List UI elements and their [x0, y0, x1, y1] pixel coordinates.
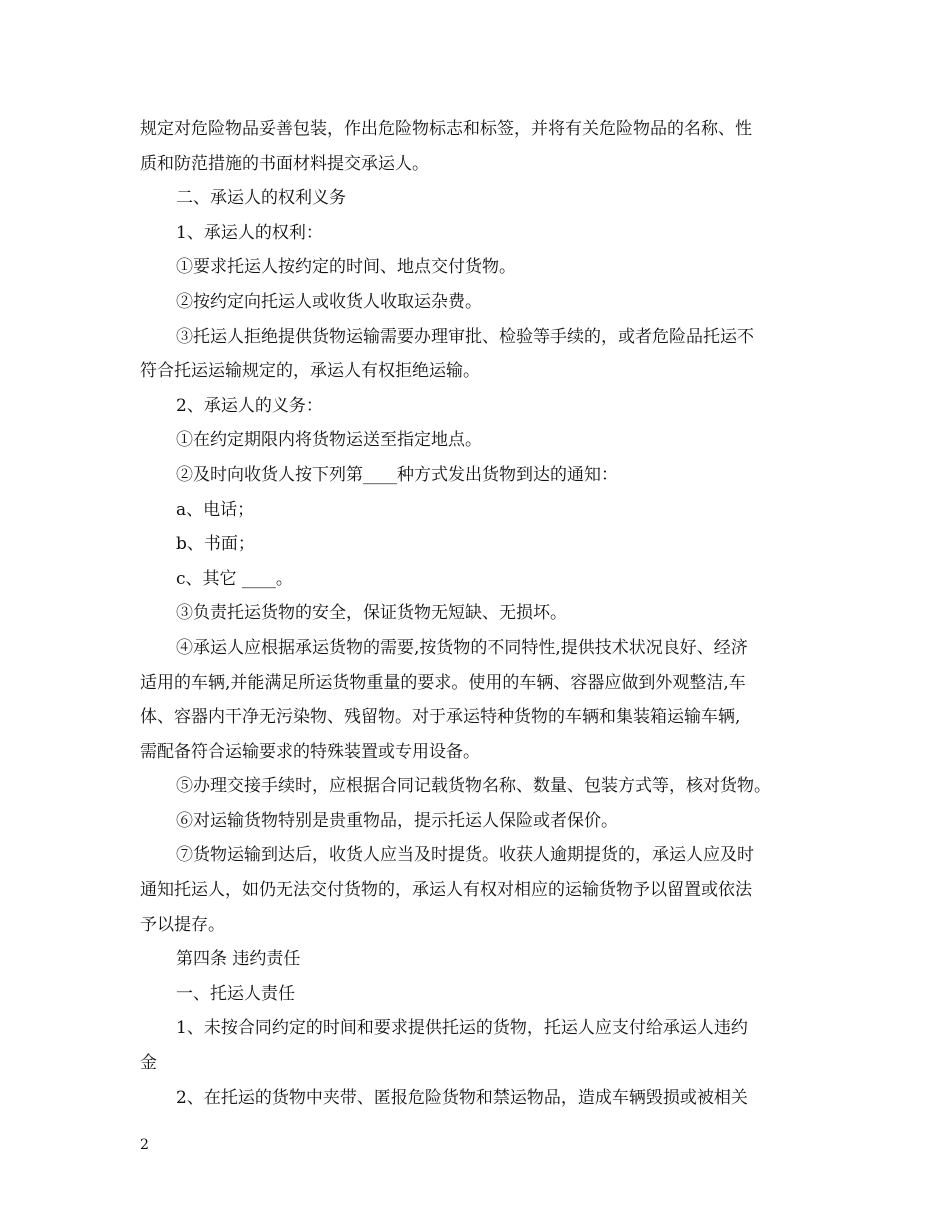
paragraph-line: 需配备符合运输要求的特殊装置或专用设备。 [140, 741, 480, 762]
paragraph-line: 体、容器内干净无污染物、残留物。对于承运特种货物的车辆和集装箱运输车辆, [140, 707, 741, 728]
paragraph-line: 金 [140, 1053, 157, 1074]
list-item: ②及时向收货人按下列第____种方式发出货物到达的通知： [176, 464, 618, 485]
list-item: ①在约定期限内将货物运送至指定地点。 [176, 430, 482, 451]
paragraph-line: 质和防范措施的书面材料提交承运人。 [140, 153, 429, 174]
list-item: 1、未按合同约定的时间和要求提供托运的货物，托运人应支付给承运人违约 [176, 1018, 748, 1039]
list-item: ①要求托运人按约定的时间、地点交付货物。 [176, 257, 516, 278]
paragraph-line: 予以提存。 [140, 914, 225, 935]
list-item: ③负责托运货物的安全，保证货物无短缺、无损坏。 [176, 603, 567, 624]
section-heading: 二、承运人的权利义务 [176, 188, 346, 209]
list-item: 2、在托运的货物中夹带、匿报危险货物和禁运物品，造成车辆毁损或被相关 [176, 1087, 748, 1108]
page-number: 2 [140, 1137, 149, 1153]
paragraph-line: 通知托运人，如仍无法交付货物的，承运人有权对相应的运输货物予以留置或依法 [140, 880, 752, 901]
subsection-heading: 2、承运人的义务： [176, 395, 323, 416]
list-item: ②按约定向托运人或收货人收取运杂费。 [176, 291, 482, 312]
list-item: ⑥对运输货物特别是贵重物品，提示托运人保险或者保价。 [176, 810, 618, 831]
list-item: ⑦货物运输到达后，收货人应当及时提货。收获人逾期提货的，承运人应及时 [176, 845, 754, 866]
article-heading: 第四条 违约责任 [176, 949, 301, 970]
subsection-heading: 1、承运人的权利： [176, 222, 323, 243]
paragraph-line: 适用的车辆,并能满足所运货物重量的要求。使用的车辆、容器应做到外观整洁,车 [140, 672, 746, 693]
list-item: ④承运人应根据承运货物的需要,按货物的不同特性,提供技术状况良好、经济 [176, 637, 748, 658]
option-item: b、书面； [176, 534, 255, 555]
paragraph-line: 符合托运运输规定的，承运人有权拒绝运输。 [140, 361, 480, 382]
paragraph-line: 规定对危险物品妥善包装，作出危险物标志和标签，并将有关危险物品的名称、性 [140, 119, 752, 139]
option-item: a、电话； [176, 499, 255, 520]
document-body [0, 112, 950, 1115]
section-heading: 一、托运人责任 [176, 983, 295, 1004]
list-item: ⑤办理交接手续时，应根据合同记载货物名称、数量、包装方式等，核对货物。 [176, 776, 771, 797]
option-item: c、其它 ____。 [176, 568, 293, 589]
list-item: ③托运人拒绝提供货物运输需要办理审批、检验等手续的，或者危险品托运不 [176, 326, 754, 347]
